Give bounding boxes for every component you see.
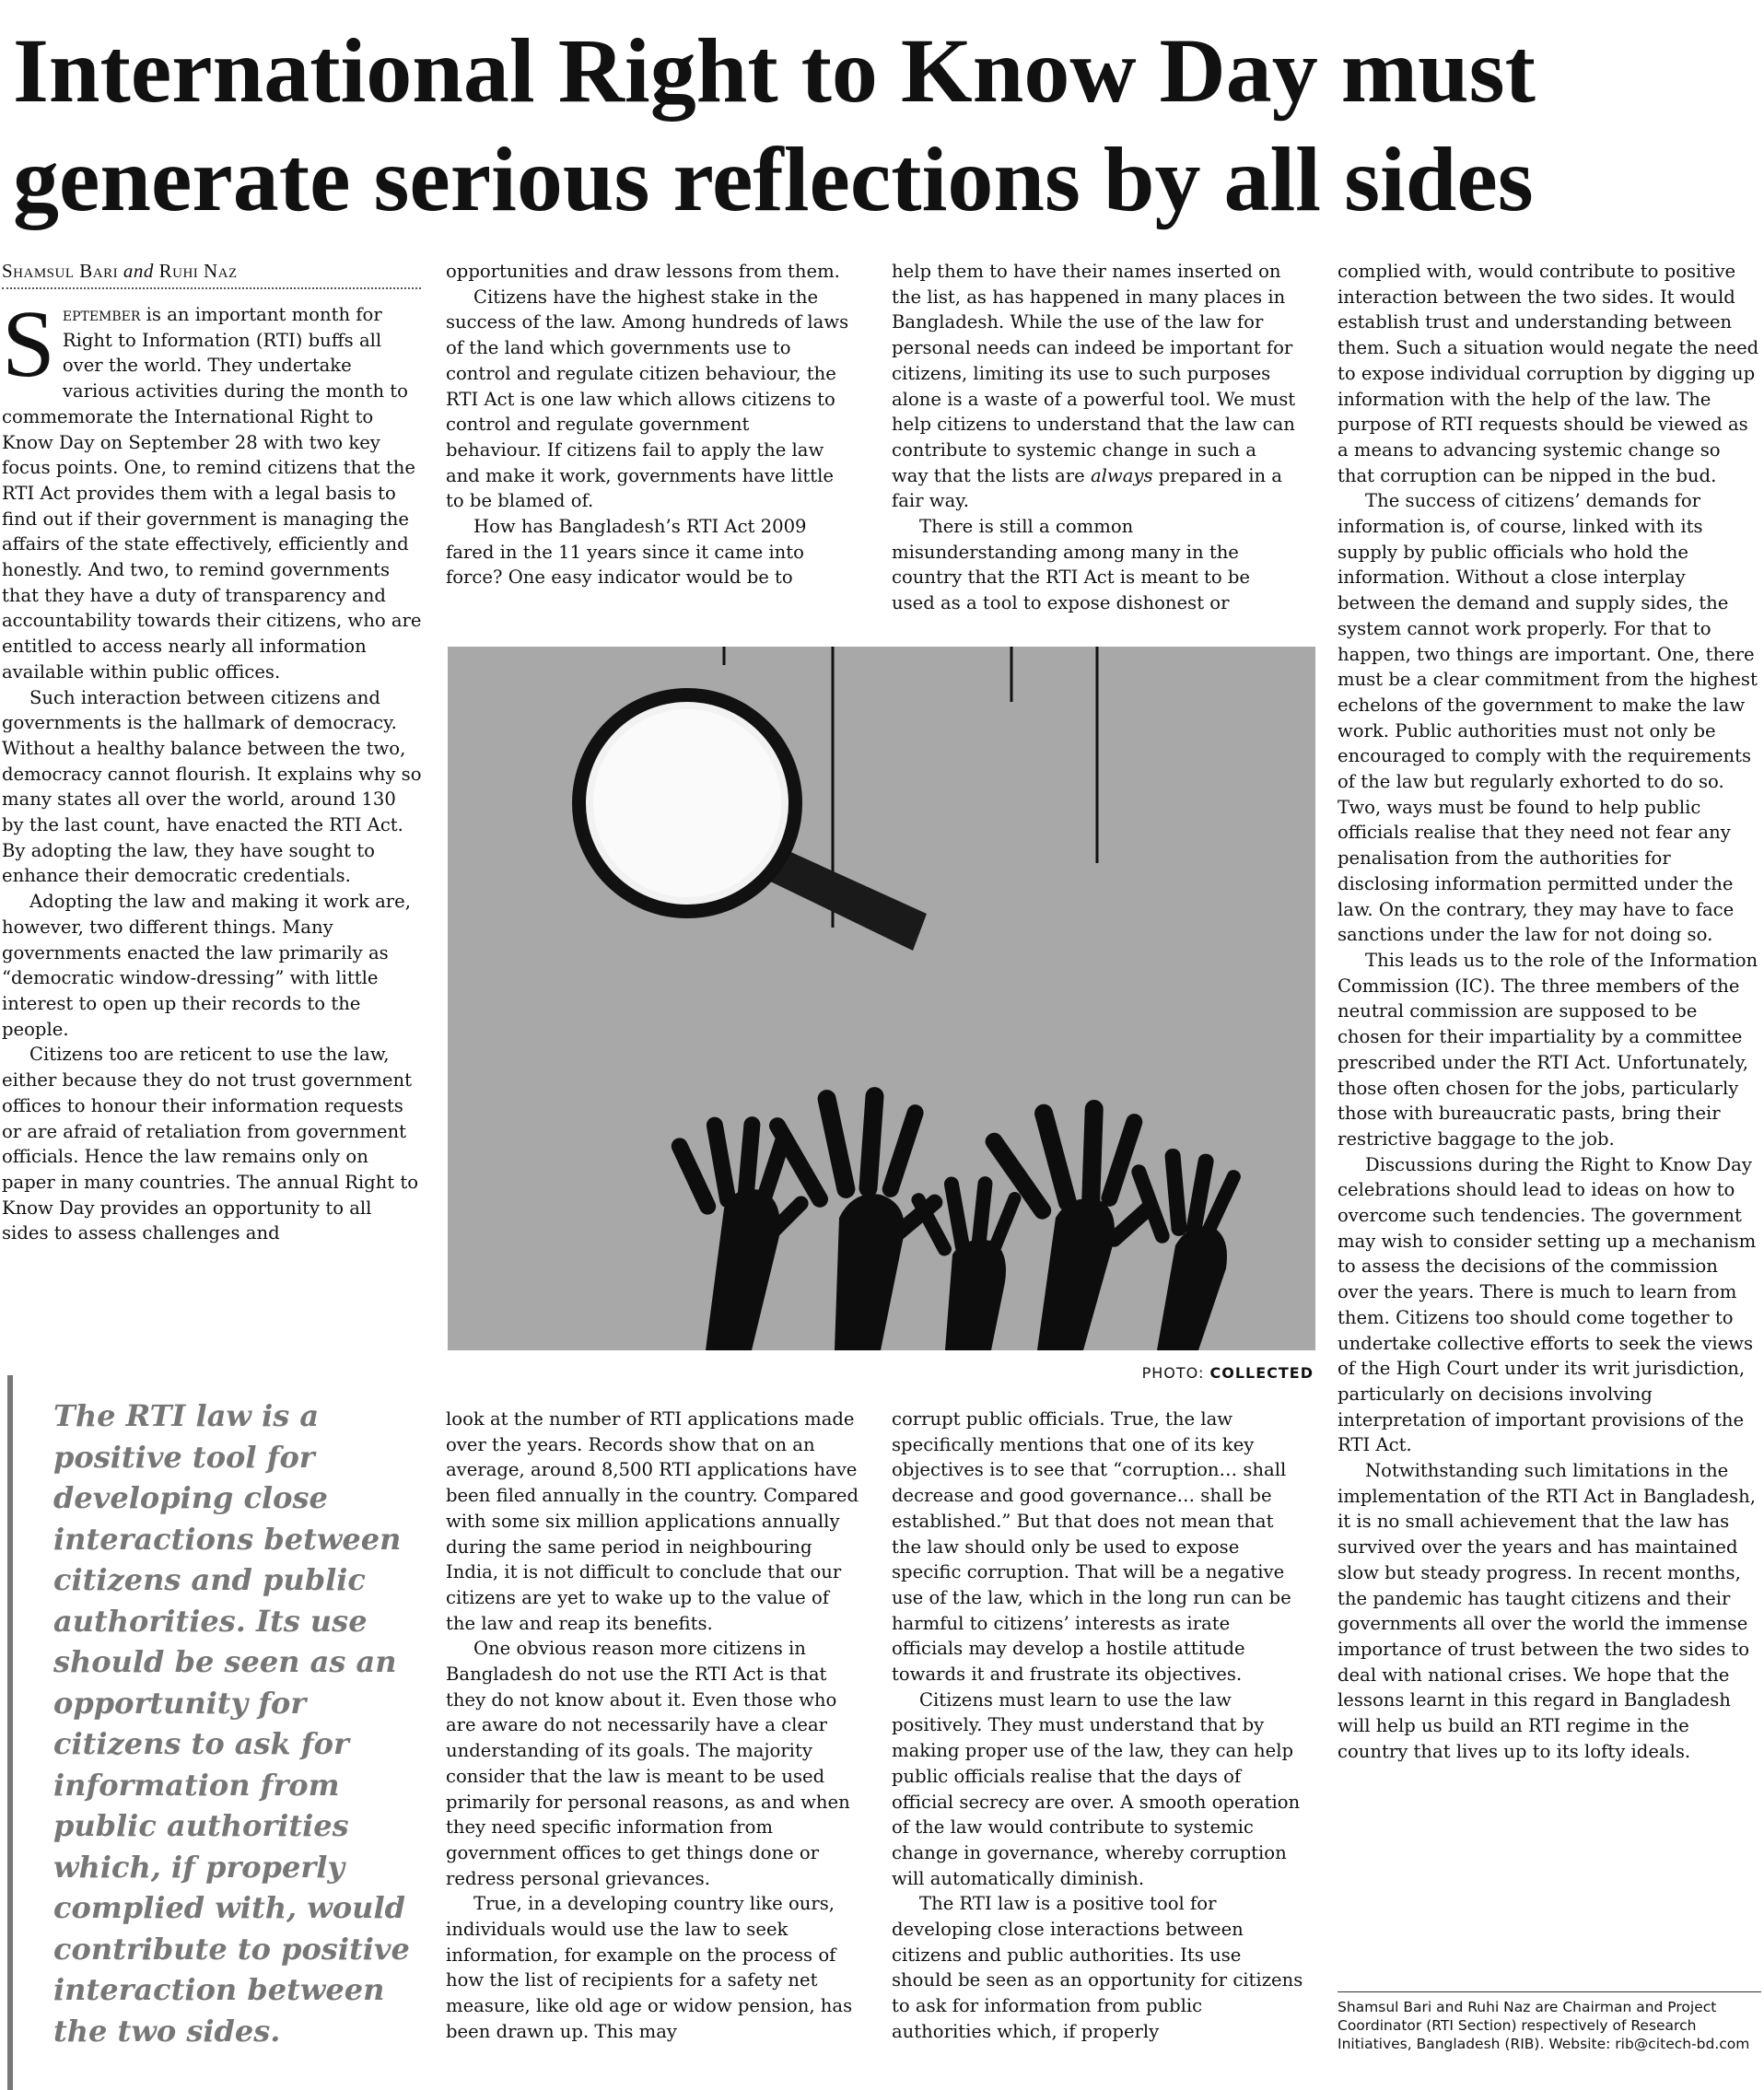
paragraph: corrupt public officials. True, the law specifically mentions that one of its key objectives is to see that “corruption… shall decrease and good governance… shall be established.” But that does not mean that the law should only be used to expose specific corruption. That will be a negative use of the law, which in the long run can be harmful to citizens’ interests as irate officials may develop a hostile attitude towards it and frustrate its objectives. [892, 1408, 1291, 1686]
paragraph: complied with, would contribute to positive interaction between the two sides. It would establish trust and understanding between them. Such a situation would negate the need to expose individual corruption by digging up information with the help of the law. The purpose of RTI requests should be viewed as a means to advancing systemic change so that corruption can be nipped in the bud. [1338, 261, 1759, 486]
article-column-3-top [892, 259, 1297, 618]
headline-line-1: International Right to Know Day must [13, 19, 1536, 122]
byline-conjunction: and [123, 260, 154, 282]
article-column-2-bottom [446, 1407, 860, 2088]
article-column-4 [1338, 259, 1761, 1967]
paragraph: opportunities and draw lessons from them. [446, 261, 840, 282]
drop-cap: S [2, 302, 55, 397]
paragraph: Citizens have the highest stake in the success of the law. Among hundreds of laws of the land which governments use to control and regulate citizen behaviour, the RTI Act is one law which allows citizens to control and regulate government behaviour. If citizens fail to apply the law and make it work, governments have little to be blamed of. [446, 286, 849, 512]
photo-credit-label: PHOTO: [1141, 1364, 1210, 1382]
author-1: Shamsul Bari [2, 260, 119, 282]
pullquote: The RTI law is a positive tool for developing close interactions between citizens and public authorities. Its use should be seen as an opportunity for citizens to ask for information from public authorities which, if properly complied with, would contribute to positive interaction between the two sides. [53, 1398, 410, 2049]
magnifier-and-hands-illustration [448, 647, 1315, 1350]
photo-credit [995, 1364, 1314, 1382]
article-column-2-top [446, 259, 849, 618]
headline [13, 17, 1754, 234]
paragraph: True, in a developing country like ours, individuals would use the law to seek information, for example on the process of how the list of recipients for a safety net measure, like old age or widow pension, has been drawn up. This may [446, 1893, 853, 2042]
lead-word: eptember [62, 304, 141, 325]
byline-divider [2, 287, 421, 289]
article-column-3-bottom [892, 1407, 1306, 2088]
paragraph: The success of citizens’ demands for information is, of course, linked with its supply by public officials who hold the information. Without a close interplay between the demand and supply sides, the system cannot work properly. For that to happen, two things are important. One, there must be a clear commitment from the highest echelons of the government to make the law work. Public authorities must not only be encouraged to comply with the requirements of the law but regularly exhorted to do so. Two, ways must be found to help public officials realise that they need not fear any penalisation from the authorities for disclosing information permitted under the law. On the contrary, they may have to face sanctions under the law for not doing so. [1338, 490, 1758, 946]
paragraph [892, 259, 1297, 514]
paragraph: The RTI law is a positive tool for developing close interactions between citizens and public authorities. Its use should be seen as an opportunity for citizens to ask for information from public authorities which, if properly [892, 1893, 1303, 2042]
paragraph: How has Bangladesh’s RTI Act 2009 fared in the 11 years since it came into force? One easy indicator would be to [446, 516, 807, 589]
article-illustration [448, 647, 1315, 1350]
paragraph: look at the number of RTI applications made over the years. Records show that on an average, around 8,500 RTI applications have been filed annually in the country. Compared with some six million applications annually during the same period in neighbouring India, it is not difficult to conclude that our citizens are yet to wake up to the value of the law and reap its benefits. [446, 1408, 859, 1634]
byline [2, 260, 421, 283]
article-column-1 [2, 302, 422, 1343]
photo-credit-source: COLLECTED [1209, 1364, 1314, 1382]
paragraph-text: help them to have their names inserted on the list, as has happened in many places in Bangladesh. While the use of the law for personal needs can indeed be important for citizens, limiting its use to such purposes alone is a waste of a powerful tool. We must help citizens to understand that the law can contribute to systemic change in such a way that the lists are [892, 261, 1296, 486]
paragraph-text: is an important month for Right to Information (RTI) buffs all over the world. They undertake various activities during the month to commemorate the International Right to Know Day on September 28 with two key focus points. One, to remind citizens that the RTI Act provides them with a legal basis to find out if their government is managing the affairs of the state effectively, efficiently and honestly. And two, to remind governments that they have a duty of transparency and accountability towards their citizens, who are entitled to access nearly all information available within public offices. [2, 304, 422, 683]
paragraph: There is still a common misunderstanding among many in the country that the RTI Act is meant to be used as a tool to expose dishonest or [892, 516, 1250, 614]
author-2: Ruhi Naz [158, 260, 238, 282]
paragraph: Citizens must learn to use the law positively. They must understand that by making proper use of the law, they can help public officials realise that the days of official secrecy are over. A smooth operation of the law would contribute to systemic change in governance, whereby corruption will automatically diminish. [892, 1688, 1301, 1889]
paragraph: Discussions during the Right to Know Day celebrations should lead to ideas on how to overcome such tendencies. The government may wish to consider setting up a mechanism to assess the decisions of the commission over the years. There is much to learn from them. Citizens too should come together to undertake collective efforts to seek the views of the High Court under its writ jurisdiction, particularly on decisions involving interpretation of important provisions of the RTI Act. [1338, 1153, 1757, 1456]
paragraph-text: prepared in a fair way. [892, 464, 1282, 512]
emphasis: always [1090, 464, 1153, 486]
paragraph: Adopting the law and making it work are, however, two different things. Many governments enacted the law primarily as “democratic window-dressing” with little interest to open up their records to the people. [2, 891, 411, 1040]
paragraph: Citizens too are reticent to use the law, either because they do not trust government offices to honour their information requests or are afraid of retaliation from government officials. Hence the law remains only on paper in many countries. The annual Right to Know Day provides an opportunity to all sides to assess challenges and [2, 1044, 419, 1244]
paragraph [2, 302, 422, 685]
headline-line-2: generate serious reflections by all sides [13, 128, 1534, 230]
magnifier-lens-shine [593, 709, 781, 897]
author-footnote: Shamsul Bari and Ruhi Naz are Chairman and Project Coordinator (RTI Section) respectively of Research Initiatives, Bangladesh (RIB). Website: rib@citech-bd.com [1338, 1991, 1761, 2053]
paragraph: This leads us to the role of the Information Commission (IC). The three members of the neutral commission are supposed to be chosen for their impartiality by a committee prescribed under the RTI Act. Unfortunately, those often chosen for the jobs, particularly those with bureaucratic pasts, bring their restrictive baggage to the job. [1338, 949, 1758, 1150]
paragraph: Such interaction between citizens and governments is the hallmark of democracy. Without a healthy balance between the two, democracy cannot flourish. It explains why so many states all over the world, around 130 by the last count, have enacted the RTI Act. By adopting the law, they have sought to enhance their democratic credentials. [2, 686, 422, 887]
pullquote-bar [7, 1375, 13, 2090]
paragraph: Notwithstanding such limitations in the implementation of the RTI Act in Bangladesh, it is no small achievement that the law has survived over the years and has maintained slow but steady progress. In recent months, the pandemic has taught citizens and their governments all over the world the immense importance of trust between the two sides to deal with national crises. We hope that the lessons learnt in this regard in Bangladesh will help us build an RTI regime in the country that lives up to its lofty ideals. [1338, 1460, 1756, 1762]
paragraph: One obvious reason more citizens in Bangladesh do not use the RTI Act is that they do not know about it. Even those who are aware do not necessarily have a clear understanding of its goals. The majority consider that the law is meant to be used primarily for personal reasons, as and when they need specific information from government offices to get things done or redress personal grievances. [446, 1638, 850, 1889]
